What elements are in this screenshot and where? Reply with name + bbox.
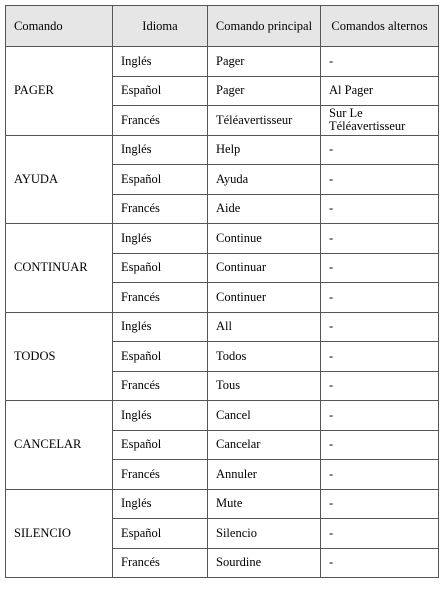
header-comando-principal: Comando principal <box>208 6 321 47</box>
alt-command-cell: - <box>321 401 439 431</box>
alt-command-cell: - <box>321 224 439 254</box>
alt-command-cell: - <box>321 548 439 578</box>
main-command-cell: Help <box>208 135 321 165</box>
main-command-cell: Ayuda <box>208 165 321 195</box>
command-name-cell: CANCELAR <box>6 401 113 490</box>
table-body <box>6 47 439 578</box>
main-command-cell: All <box>208 312 321 342</box>
language-cell: Español <box>113 253 208 283</box>
command-name-cell: TODOS <box>6 312 113 401</box>
main-command-cell: Todos <box>208 342 321 372</box>
language-cell: Francés <box>113 106 208 136</box>
language-cell: Francés <box>113 371 208 401</box>
alt-command-cell: - <box>321 489 439 519</box>
main-command-cell: Silencio <box>208 519 321 549</box>
alt-command-cell: - <box>321 430 439 460</box>
command-name-cell: PAGER <box>6 47 113 136</box>
alt-command-cell: - <box>321 283 439 313</box>
main-command-cell: Pager <box>208 47 321 77</box>
language-cell: Español <box>113 76 208 106</box>
alt-command-cell: - <box>321 194 439 224</box>
language-cell: Español <box>113 519 208 549</box>
main-command-cell: Continuar <box>208 253 321 283</box>
table-row <box>6 47 439 77</box>
alt-command-cell: - <box>321 460 439 490</box>
main-command-cell: Continuer <box>208 283 321 313</box>
main-command-cell: Téléavertisseur <box>208 106 321 136</box>
main-command-cell: Annuler <box>208 460 321 490</box>
table-row <box>6 135 439 165</box>
main-command-cell: Cancel <box>208 401 321 431</box>
language-cell: Inglés <box>113 312 208 342</box>
commands-table <box>5 5 439 578</box>
language-cell: Francés <box>113 283 208 313</box>
alt-command-cell: - <box>321 253 439 283</box>
main-command-cell: Aide <box>208 194 321 224</box>
language-cell: Inglés <box>113 489 208 519</box>
language-cell: Francés <box>113 460 208 490</box>
language-cell: Francés <box>113 548 208 578</box>
language-cell: Español <box>113 165 208 195</box>
main-command-cell: Tous <box>208 371 321 401</box>
alt-command-cell: - <box>321 519 439 549</box>
table-header <box>6 6 439 47</box>
language-cell: Inglés <box>113 47 208 77</box>
table-row <box>6 312 439 342</box>
language-cell: Inglés <box>113 401 208 431</box>
language-cell: Francés <box>113 194 208 224</box>
alt-command-cell: - <box>321 371 439 401</box>
language-cell: Español <box>113 342 208 372</box>
alt-command-cell: - <box>321 312 439 342</box>
header-idioma: Idioma <box>113 6 208 47</box>
header-row <box>6 6 439 47</box>
table-row <box>6 489 439 519</box>
alt-command-cell: - <box>321 135 439 165</box>
command-name-cell: CONTINUAR <box>6 224 113 313</box>
alt-command-cell: Sur Le Téléavertisseur <box>321 106 439 136</box>
main-command-cell: Sourdine <box>208 548 321 578</box>
header-comando: Comando <box>6 6 113 47</box>
main-command-cell: Mute <box>208 489 321 519</box>
table-row <box>6 401 439 431</box>
language-cell: Inglés <box>113 135 208 165</box>
alt-command-cell: Al Pager <box>321 76 439 106</box>
header-comandos-alternos: Comandos alternos <box>321 6 439 47</box>
table-row <box>6 224 439 254</box>
main-command-cell: Continue <box>208 224 321 254</box>
command-name-cell: AYUDA <box>6 135 113 224</box>
command-name-cell: SILENCIO <box>6 489 113 578</box>
language-cell: Inglés <box>113 224 208 254</box>
alt-command-cell: - <box>321 47 439 77</box>
alt-command-cell: - <box>321 165 439 195</box>
language-cell: Español <box>113 430 208 460</box>
main-command-cell: Pager <box>208 76 321 106</box>
main-command-cell: Cancelar <box>208 430 321 460</box>
alt-command-cell: - <box>321 342 439 372</box>
